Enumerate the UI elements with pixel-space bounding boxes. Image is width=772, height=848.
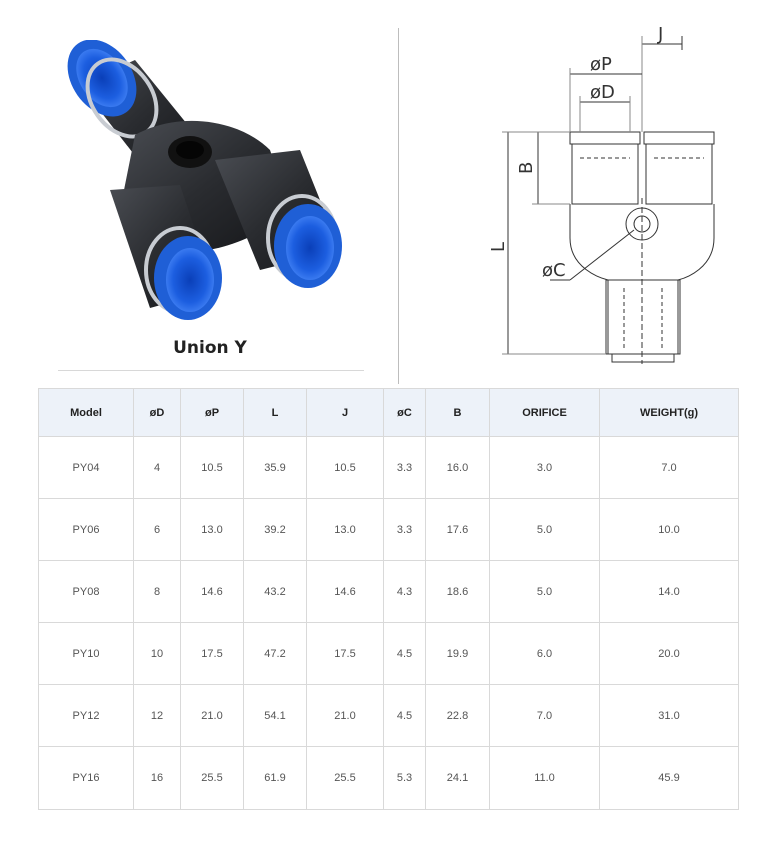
cell-model: PY10 [39, 623, 134, 685]
table-row [39, 437, 739, 499]
cell-l: 54.1 [244, 685, 307, 747]
cell-l: 39.2 [244, 499, 307, 561]
cell-j: 21.0 [307, 685, 384, 747]
dim-label-l: L [488, 241, 509, 252]
dim-label-c: øC [542, 260, 566, 281]
cell-c: 4.5 [384, 623, 426, 685]
cell-p: 10.5 [181, 437, 244, 499]
cell-b: 19.9 [426, 623, 490, 685]
cell-b: 17.6 [426, 499, 490, 561]
cell-d: 12 [134, 685, 181, 747]
cell-c: 5.3 [384, 747, 426, 810]
cell-model: PY06 [39, 499, 134, 561]
dim-label-p: øP [590, 54, 612, 75]
cell-weight: 14.0 [600, 561, 739, 623]
cell-orifice: 11.0 [490, 747, 600, 810]
cell-p: 21.0 [181, 685, 244, 747]
dim-label-j: J [658, 24, 664, 45]
cell-model: PY16 [39, 747, 134, 810]
col-header-weight: WEIGHT(g) [600, 389, 739, 437]
dim-label-b: B [516, 161, 537, 174]
cell-l: 43.2 [244, 561, 307, 623]
cell-j: 10.5 [307, 437, 384, 499]
cell-weight: 10.0 [600, 499, 739, 561]
cell-weight: 45.9 [600, 747, 739, 810]
cell-j: 17.5 [307, 623, 384, 685]
col-header-j: J [307, 389, 384, 437]
cell-orifice: 5.0 [490, 499, 600, 561]
cell-orifice: 6.0 [490, 623, 600, 685]
cell-model: PY08 [39, 561, 134, 623]
cell-d: 10 [134, 623, 181, 685]
col-header-model: Model [39, 389, 134, 437]
cell-orifice: 5.0 [490, 561, 600, 623]
cell-l: 61.9 [244, 747, 307, 810]
cell-b: 22.8 [426, 685, 490, 747]
table-row [39, 685, 739, 747]
cell-d: 6 [134, 499, 181, 561]
col-header-p: øP [181, 389, 244, 437]
cell-d: 8 [134, 561, 181, 623]
cell-p: 13.0 [181, 499, 244, 561]
col-header-l: L [244, 389, 307, 437]
cell-b: 16.0 [426, 437, 490, 499]
cell-j: 13.0 [307, 499, 384, 561]
cell-p: 17.5 [181, 623, 244, 685]
product-caption: Union Y [173, 338, 247, 358]
spec-table [38, 388, 739, 810]
cell-b: 18.6 [426, 561, 490, 623]
cell-d: 16 [134, 747, 181, 810]
table-header-row [39, 389, 739, 437]
cell-c: 3.3 [384, 437, 426, 499]
cell-j: 25.5 [307, 747, 384, 810]
col-header-orifice: ORIFICE [490, 389, 600, 437]
table-row [39, 561, 739, 623]
col-header-c: øC [384, 389, 426, 437]
vertical-divider [398, 28, 399, 384]
cell-model: PY12 [39, 685, 134, 747]
table-row [39, 623, 739, 685]
caption-rule [58, 370, 364, 371]
cell-l: 47.2 [244, 623, 307, 685]
dim-label-d: øD [590, 82, 615, 103]
cell-j: 14.6 [307, 561, 384, 623]
cell-weight: 31.0 [600, 685, 739, 747]
cell-b: 24.1 [426, 747, 490, 810]
cell-weight: 20.0 [600, 623, 739, 685]
cell-weight: 7.0 [600, 437, 739, 499]
cell-c: 4.5 [384, 685, 426, 747]
cell-d: 4 [134, 437, 181, 499]
table-row [39, 499, 739, 561]
cell-orifice: 7.0 [490, 685, 600, 747]
cell-l: 35.9 [244, 437, 307, 499]
table-row [39, 747, 739, 810]
cell-orifice: 3.0 [490, 437, 600, 499]
product-photo [40, 40, 380, 330]
col-header-b: B [426, 389, 490, 437]
cell-c: 4.3 [384, 561, 426, 623]
cell-p: 25.5 [181, 747, 244, 810]
cell-c: 3.3 [384, 499, 426, 561]
cell-p: 14.6 [181, 561, 244, 623]
cell-model: PY04 [39, 437, 134, 499]
col-header-d: øD [134, 389, 181, 437]
technical-drawing [410, 18, 760, 378]
